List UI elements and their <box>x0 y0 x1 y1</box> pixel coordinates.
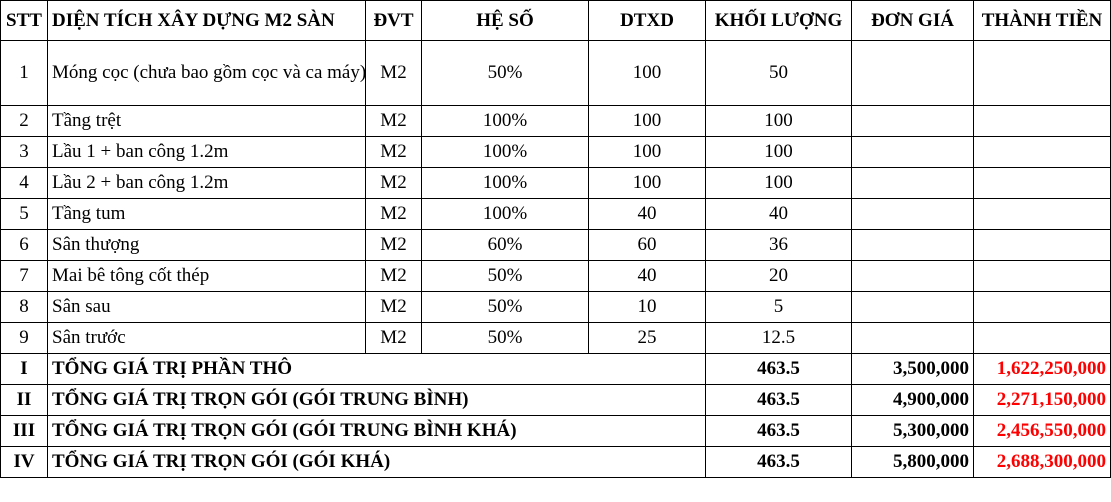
total-row <box>1 385 1111 416</box>
row-unit-price <box>852 106 974 137</box>
row-total-amount <box>974 41 1111 106</box>
row-unit: M2 <box>366 41 422 106</box>
row-unit-price <box>852 41 974 106</box>
total-stt: III <box>1 416 48 447</box>
row-stt: 5 <box>1 199 48 230</box>
row-coefficient: 60% <box>422 230 589 261</box>
row-unit: M2 <box>366 168 422 199</box>
row-total-amount <box>974 261 1111 292</box>
header-stt: STT <box>1 1 48 41</box>
total-volume: 463.5 <box>706 416 852 447</box>
row-unit: M2 <box>366 106 422 137</box>
table-row <box>1 230 1111 261</box>
row-dtxd: 40 <box>589 261 706 292</box>
row-name: Móng cọc (chưa bao gồm cọc và ca máy) <box>48 41 366 106</box>
row-name: Lầu 1 + ban công 1.2m <box>48 137 366 168</box>
table-row <box>1 323 1111 354</box>
row-total-amount <box>974 323 1111 354</box>
row-unit-price <box>852 292 974 323</box>
total-label: TỔNG GIÁ TRỊ PHẦN THÔ <box>48 354 706 385</box>
total-amount: 2,688,300,000 <box>974 447 1111 478</box>
total-amount: 2,271,150,000 <box>974 385 1111 416</box>
row-stt: 9 <box>1 323 48 354</box>
row-dtxd: 25 <box>589 323 706 354</box>
table-row <box>1 106 1111 137</box>
total-stt: II <box>1 385 48 416</box>
row-stt: 8 <box>1 292 48 323</box>
row-dtxd: 100 <box>589 41 706 106</box>
row-coefficient: 50% <box>422 41 589 106</box>
total-amount: 1,622,250,000 <box>974 354 1111 385</box>
row-total-amount <box>974 292 1111 323</box>
total-stt: IV <box>1 447 48 478</box>
header-total-amount: THÀNH TIỀN <box>974 1 1111 41</box>
row-unit: M2 <box>366 323 422 354</box>
row-name: Sân sau <box>48 292 366 323</box>
total-label: TỔNG GIÁ TRỊ TRỌN GÓI (GÓI TRUNG BÌNH) <box>48 385 706 416</box>
row-stt: 3 <box>1 137 48 168</box>
row-coefficient: 100% <box>422 168 589 199</box>
row-volume: 100 <box>706 137 852 168</box>
row-unit: M2 <box>366 230 422 261</box>
row-total-amount <box>974 230 1111 261</box>
row-unit: M2 <box>366 261 422 292</box>
row-volume: 36 <box>706 230 852 261</box>
row-volume: 40 <box>706 199 852 230</box>
row-stt: 4 <box>1 168 48 199</box>
total-volume: 463.5 <box>706 447 852 478</box>
row-unit: M2 <box>366 137 422 168</box>
header-coefficient: HỆ SỐ <box>422 1 589 41</box>
total-stt: I <box>1 354 48 385</box>
total-volume: 463.5 <box>706 385 852 416</box>
total-row <box>1 354 1111 385</box>
row-coefficient: 100% <box>422 106 589 137</box>
row-name: Sân trước <box>48 323 366 354</box>
row-dtxd: 40 <box>589 199 706 230</box>
row-unit-price <box>852 199 974 230</box>
row-name: Tầng trệt <box>48 106 366 137</box>
row-total-amount <box>974 106 1111 137</box>
table-row <box>1 41 1111 106</box>
row-name: Sân thượng <box>48 230 366 261</box>
row-volume: 5 <box>706 292 852 323</box>
row-unit-price <box>852 230 974 261</box>
table-row <box>1 137 1111 168</box>
total-unit-price: 5,300,000 <box>852 416 974 447</box>
total-unit-price: 3,500,000 <box>852 354 974 385</box>
table-row <box>1 261 1111 292</box>
row-volume: 100 <box>706 106 852 137</box>
row-unit-price <box>852 323 974 354</box>
row-dtxd: 60 <box>589 230 706 261</box>
row-total-amount <box>974 137 1111 168</box>
row-dtxd: 100 <box>589 168 706 199</box>
total-unit-price: 4,900,000 <box>852 385 974 416</box>
row-name: Lầu 2 + ban công 1.2m <box>48 168 366 199</box>
row-unit-price <box>852 168 974 199</box>
row-stt: 2 <box>1 106 48 137</box>
row-coefficient: 50% <box>422 323 589 354</box>
header-unit-price: ĐƠN GIÁ <box>852 1 974 41</box>
row-dtxd: 100 <box>589 137 706 168</box>
total-amount: 2,456,550,000 <box>974 416 1111 447</box>
header-volume: KHỐI LƯỢNG <box>706 1 852 41</box>
row-volume: 20 <box>706 261 852 292</box>
header-unit: ĐVT <box>366 1 422 41</box>
total-unit-price: 5,800,000 <box>852 447 974 478</box>
row-volume: 50 <box>706 41 852 106</box>
row-name: Mai bê tông cốt thép <box>48 261 366 292</box>
row-volume: 12.5 <box>706 323 852 354</box>
row-stt: 7 <box>1 261 48 292</box>
total-row <box>1 416 1111 447</box>
row-volume: 100 <box>706 168 852 199</box>
row-dtxd: 10 <box>589 292 706 323</box>
total-row <box>1 447 1111 478</box>
row-coefficient: 100% <box>422 199 589 230</box>
row-total-amount <box>974 199 1111 230</box>
row-total-amount <box>974 168 1111 199</box>
table-row <box>1 292 1111 323</box>
header-area: DIỆN TÍCH XÂY DỰNG M2 SÀN <box>48 1 366 41</box>
header-dtxd: DTXD <box>589 1 706 41</box>
total-volume: 463.5 <box>706 354 852 385</box>
row-coefficient: 100% <box>422 137 589 168</box>
row-stt: 6 <box>1 230 48 261</box>
table-row <box>1 199 1111 230</box>
row-stt: 1 <box>1 41 48 106</box>
row-unit: M2 <box>366 292 422 323</box>
total-label: TỔNG GIÁ TRỊ TRỌN GÓI (GÓI TRUNG BÌNH KHÁ) <box>48 416 706 447</box>
row-unit-price <box>852 137 974 168</box>
row-unit: M2 <box>366 199 422 230</box>
row-coefficient: 50% <box>422 261 589 292</box>
row-coefficient: 50% <box>422 292 589 323</box>
row-unit-price <box>852 261 974 292</box>
header-row <box>1 1 1111 41</box>
total-label: TỔNG GIÁ TRỊ TRỌN GÓI (GÓI KHÁ) <box>48 447 706 478</box>
row-name: Tầng tum <box>48 199 366 230</box>
table-row <box>1 168 1111 199</box>
row-dtxd: 100 <box>589 106 706 137</box>
